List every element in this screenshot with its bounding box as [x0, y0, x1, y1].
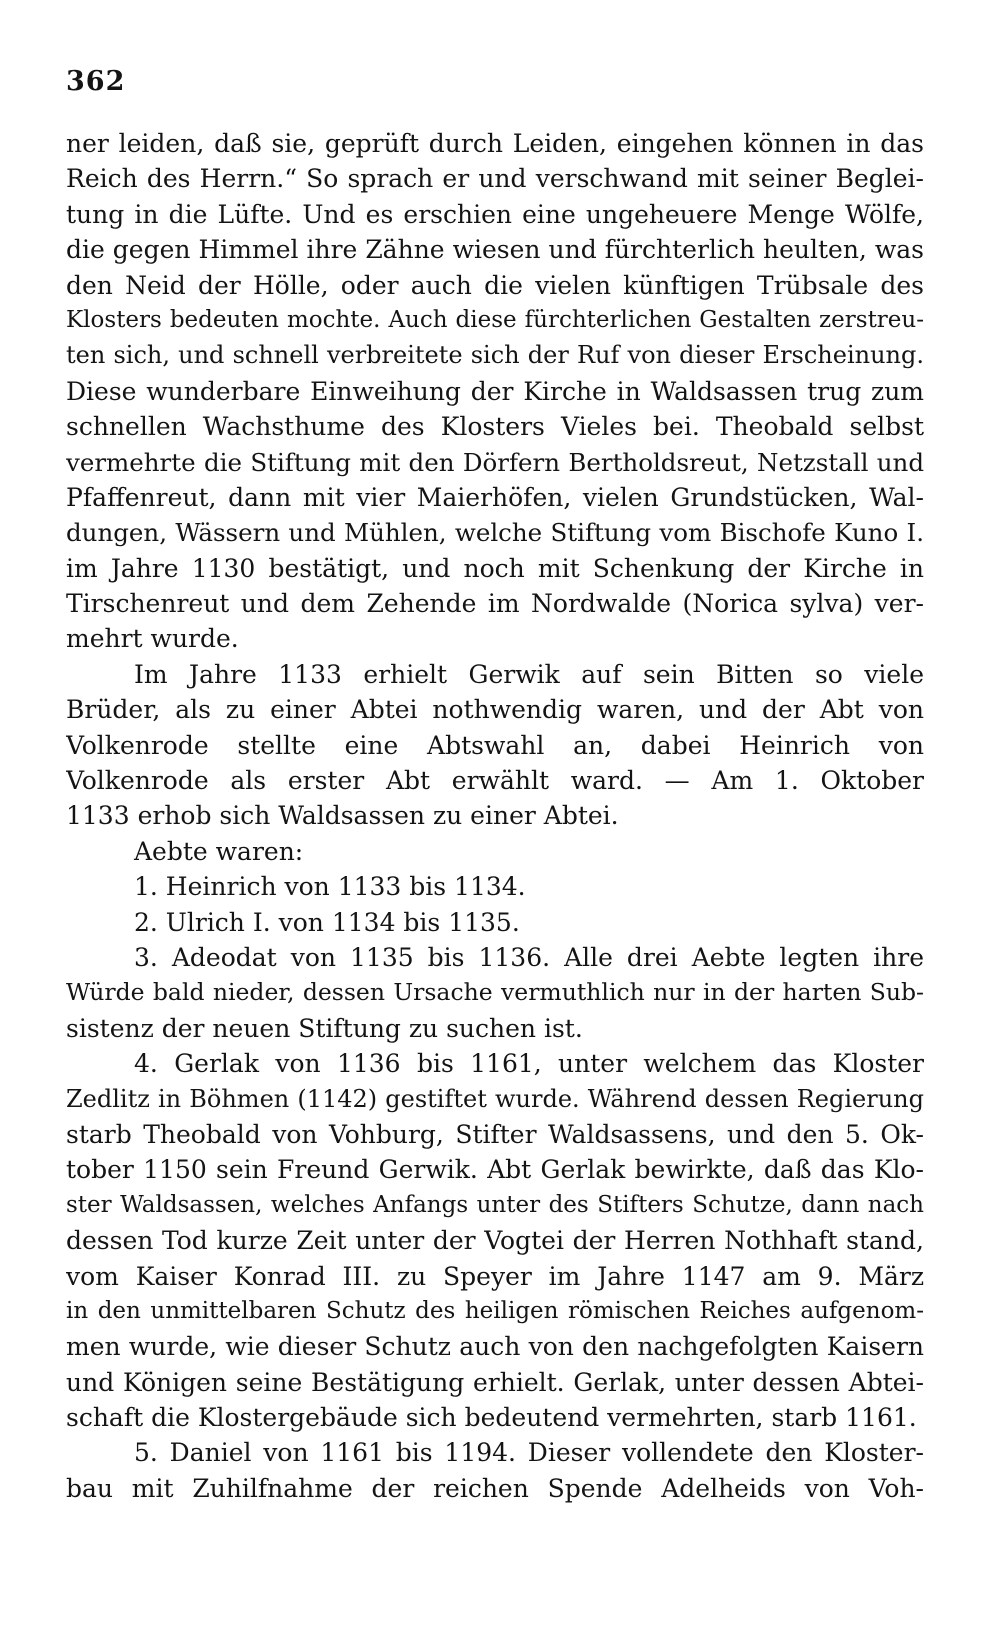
page-number: 362: [66, 66, 126, 97]
text-line: im Jahre 1130 bestätigt, und noch mit Schenkung der Kirche in: [66, 553, 924, 583]
text-line: Tirschenreut und dem Zehende im Nordwalde (Norica sylva) ver-: [66, 589, 924, 619]
text-line: Klosters bedeuten mochte. Auch diese fürchterlichen Gestalten zerstreu-: [66, 306, 924, 333]
text-line: sistenz der neuen Stiftung zu suchen ist.: [66, 1013, 583, 1043]
text-line: mehrt wurde.: [66, 624, 239, 654]
text-line: Brüder, als zu einer Abtei nothwendig waren, und der Abt von: [66, 695, 924, 725]
text-line: 3. Adeodat von 1135 bis 1136. Alle drei Aebte legten ihre: [134, 942, 924, 972]
text-line: Volkenrode als erster Abt erwählt ward. — Am 1. Oktober: [66, 766, 924, 796]
text-line: 1133 erhob sich Waldsassen zu einer Abtei.: [66, 801, 619, 831]
text-line: schnellen Wachsthume des Klosters Vieles bei. Theobald selbst: [66, 412, 924, 442]
text-line: Diese wunderbare Einweihung der Kirche in Waldsassen trug zum: [66, 376, 924, 406]
text-line: men wurde, wie dieser Schutz auch von den nachgefolgten Kaisern: [66, 1332, 924, 1362]
text-line: Pfaffenreut, dann mit vier Maierhöfen, vielen Grundstücken, Wal-: [66, 482, 924, 512]
text-line: tober 1150 sein Freund Gerwik. Abt Gerlak bewirkte, daß das Klo-: [66, 1155, 924, 1185]
text-line: ster Waldsassen, welches Anfangs unter des Stifters Schutze, dann nach: [66, 1191, 924, 1218]
text-line: 4. Gerlak von 1136 bis 1161, unter welchem das Kloster: [134, 1049, 924, 1079]
body-text: [66, 126, 924, 1506]
text-line: Reich des Herrn.“ So sprach er und verschwand mit seiner Beglei-: [66, 164, 924, 194]
text-line: vom Kaiser Konrad III. zu Speyer im Jahre 1147 am 9. März: [66, 1261, 924, 1291]
text-line: starb Theobald von Vohburg, Stifter Waldsassens, und den 5. Ok-: [66, 1119, 924, 1149]
text-line: bau mit Zuhilfnahme der reichen Spende Adelheids von Voh-: [66, 1473, 924, 1503]
text-line: 2. Ulrich I. von 1134 bis 1135.: [134, 907, 520, 937]
text-line: Würde bald nieder, dessen Ursache vermuthlich nur in der harten Sub-: [66, 978, 924, 1007]
text-line: Aebte waren:: [134, 836, 304, 866]
text-line: dessen Tod kurze Zeit unter der Vogtei der Herren Nothhaft stand,: [66, 1226, 924, 1256]
text-line: 5. Daniel von 1161 bis 1194. Dieser vollendete den Kloster-: [134, 1438, 924, 1468]
text-line: den Neid der Hölle, oder auch die vielen künftigen Trübsale des: [66, 270, 924, 300]
text-line: vermehrte die Stiftung mit den Dörfern Bertholdsreut, Netzstall und: [66, 447, 924, 477]
text-line: ten sich, und schnell verbreitete sich der Ruf von dieser Erscheinung.: [66, 341, 924, 370]
text-line: ner leiden, daß sie, geprüft durch Leiden, eingehen können in das: [66, 129, 924, 158]
text-line: schaft die Klostergebäude sich bedeutend vermehrten, starb 1161.: [66, 1403, 917, 1433]
text-line: tung in die Lüfte. Und es erschien eine ungeheuere Menge Wölfe,: [66, 199, 924, 229]
text-line: Volkenrode stellte eine Abtswahl an, dabei Heinrich von: [66, 730, 924, 760]
text-line: dungen, Wässern und Mühlen, welche Stiftung vom Bischofe Kuno I.: [66, 518, 924, 548]
text-line: in den unmittelbaren Schutz des heiligen römischen Reiches aufgenom-: [66, 1297, 924, 1324]
text-line: und Königen seine Bestätigung erhielt. Gerlak, unter dessen Abtei-: [66, 1367, 924, 1397]
text-line: die gegen Himmel ihre Zähne wiesen und fürchterlich heulten, was: [66, 235, 924, 265]
text-line: 1. Heinrich von 1133 bis 1134.: [134, 872, 526, 902]
text-line: Zedlitz in Böhmen (1142) gestiftet wurde. Während dessen Regierung: [66, 1084, 924, 1113]
text-line: Im Jahre 1133 erhielt Gerwik auf sein Bitten so viele: [134, 659, 924, 689]
